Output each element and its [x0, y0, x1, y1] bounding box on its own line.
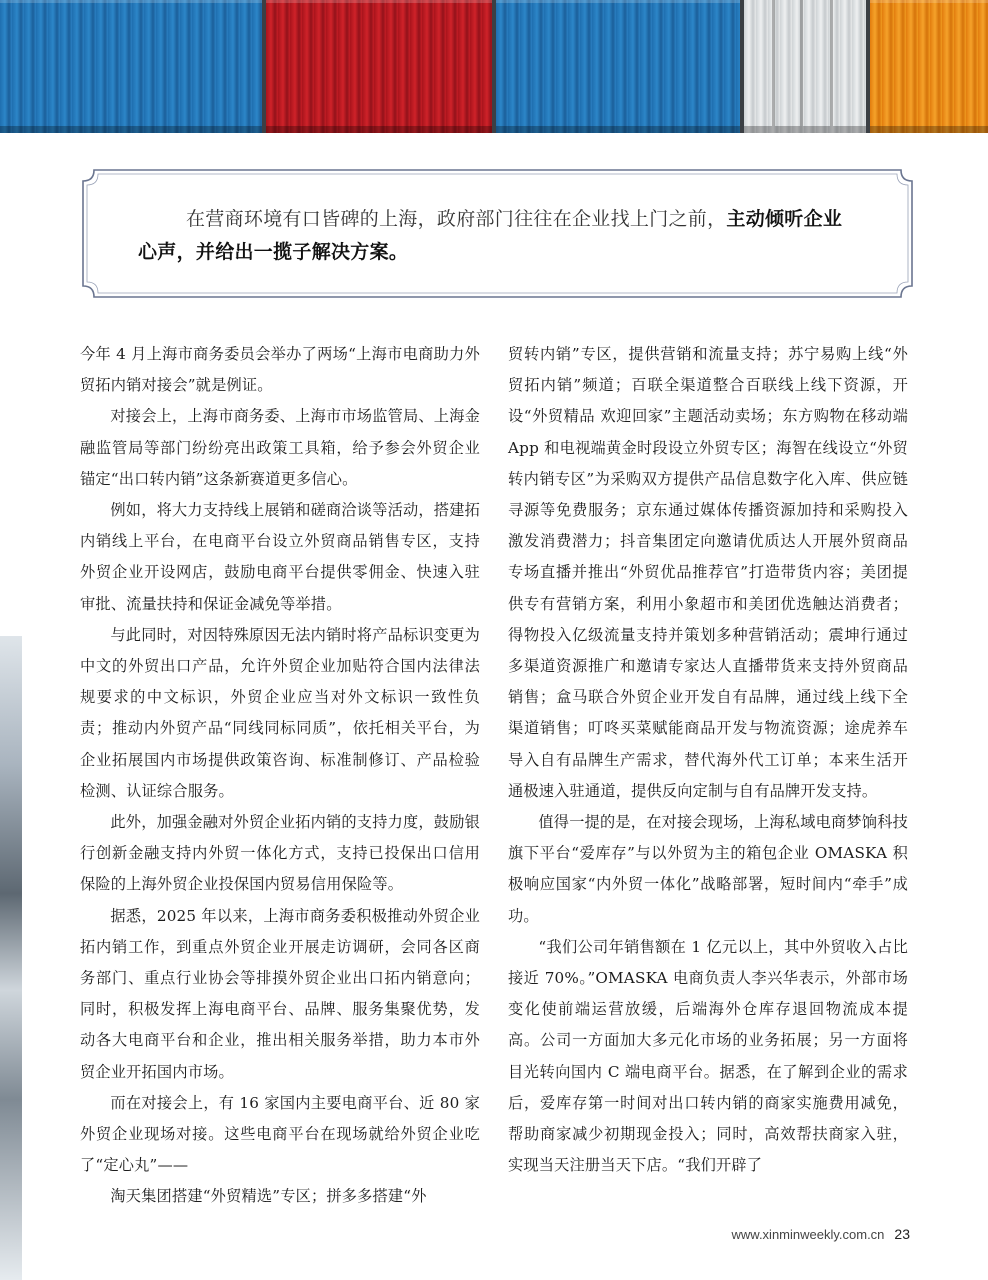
body-paragraph: 值得一提的是，在对接会现场，上海私域电商梦饷科技旗下平台“爱库存”与以外贸为主的箱包企业 OMASKA 积极响应国家“内外贸一体化”战略部署，短时间内“牵手”成功。 — [508, 813, 908, 925]
body-paragraph: 淘天集团搭建“外贸精选”专区；拼多多搭建“外 — [110, 1187, 427, 1206]
right-text-column — [508, 339, 908, 1181]
blue-container-right — [496, 0, 740, 133]
pull-quote-bold: 主动倾听企业心声，并给出一揽子解决方案。 — [138, 208, 843, 263]
body-paragraph: 例如，将大力支持线上展销和磋商洽谈等活动，搭建拓内销线上平台，在电商平台设立外贸商品销售专区，支持外贸企业开设网店，鼓励电商平台提供零佣金、快速入驻审批、流量扶持和保证金减免等举措。 — [80, 501, 480, 613]
body-paragraph: 据悉，2025 年以来，上海市商务委积极推动外贸企业拓内销工作，到重点外贸企业开展走访调研，会同各区商务部门、重点行业协会等排摸外贸企业出口拓内销意向；同时，积极发挥上海电商平台、品牌、服务集聚优势，发动各大电商平台和企业，推出相关服务举措，助力本市外贸企业开拓国内市场。 — [80, 906, 480, 1081]
body-paragraph: “我们公司年销售额在 1 亿元以上，其中外贸收入占比接近 70%。”OMASKA 电商负责人李兴华表示，外部市场变化使前端运营放缓，后端海外仓库存退回物流成本提高。公司一方面加大多元化市场的业务拓展；另一方面将目光转向国内 C 端电商平台。据悉，在了解到企业的需求后，爱库存第一时间对出口转内销的商家实施费用减免，帮助商家减少初期现金投入；同时，高效帮扶商家入驻，实现当天注册当天下店。“我们开辟了 — [508, 937, 908, 1175]
blue-container-left — [0, 0, 262, 133]
body-paragraph: 今年 4 月上海市商务委员会举办了两场“上海市电商助力外贸拓内销对接会”就是例证。 — [80, 345, 480, 395]
body-paragraph: 此外，加强金融对外贸企业拓内销的支持力度，鼓励银行创新金融支持内外贸一体化方式，支持已投保出口信用保险的上海外贸企业投保国内贸易信用保险等。 — [80, 813, 480, 894]
website-url: www.xinminweekly.com.cn — [731, 1227, 885, 1242]
orange-container — [870, 0, 988, 133]
left-edge-photo — [0, 636, 22, 1280]
body-paragraph: 而在对接会上，有 16 家国内主要电商平台、近 80 家外贸企业现场对接。这些电商平台在现场就给外贸企业吃了“定心丸”—— — [80, 1093, 480, 1175]
pull-quote-normal: 在营商环境有口皆碑的上海，政府部门往往在企业找上门之前， — [186, 208, 727, 230]
white-container-door — [744, 0, 866, 133]
pull-quote-text — [138, 203, 858, 269]
page-footer — [732, 1226, 911, 1242]
header-container-photo — [0, 0, 988, 133]
body-paragraph: 贸转内销”专区，提供营销和流量支持；苏宁易购上线“外贸拓内销”频道；百联全渠道整合百联线上线下资源，开设“外贸精品 欢迎回家”主题活动卖场；东方购物在移动端 App 和电视端黄金时段设立外贸专区；海智在线设立“外贸转内销专区”为采购双方提供产品信息数字化入库、供应链寻源等免费服务；京东通过媒体传播资源加持和采购投入激发消费潜力；抖音集团定向邀请优质达人开展外贸商品专场直播并推出“外贸优品推荐官”打造带货内容；美团提供专有营销方案，利用小象超市和美团优选触达消费者；得物投入亿级流量支持并策划多种营销活动；震坤行通过多渠道资源推广和邀请专家达人直播带货来支持外贸商品销售；盒马联合外贸企业开发自有品牌，通过线上线下全渠道销售；叮咚买菜赋能商品开发与物流资源；途虎养车导入自有品牌生产需求，替代海外代工订单；本来生活开通极速入驻通道，提供反向定制与自有品牌开发支持。 — [508, 345, 908, 800]
body-paragraph: 与此同时，对因特殊原因无法内销时将产品标识变更为中文的外贸出口产品，允许外贸企业加贴符合国内法律法规要求的中文标识，外贸企业应当对外文标识一致性负责；推动内外贸产品“同线同标同质”，依托相关平台，为企业拓展国内市场提供政策咨询、标准制修订、产品检验检测、认证综合服务。 — [80, 625, 480, 800]
pull-quote-box — [80, 167, 915, 300]
red-container — [266, 0, 492, 133]
page-number: 23 — [894, 1226, 910, 1242]
left-text-column — [80, 339, 480, 1213]
body-paragraph: 对接会上，上海市商务委、上海市市场监管局、上海金融监管局等部门纷纷亮出政策工具箱，给予参会外贸企业锚定“出口转内销”这条新赛道更多信心。 — [80, 407, 480, 488]
